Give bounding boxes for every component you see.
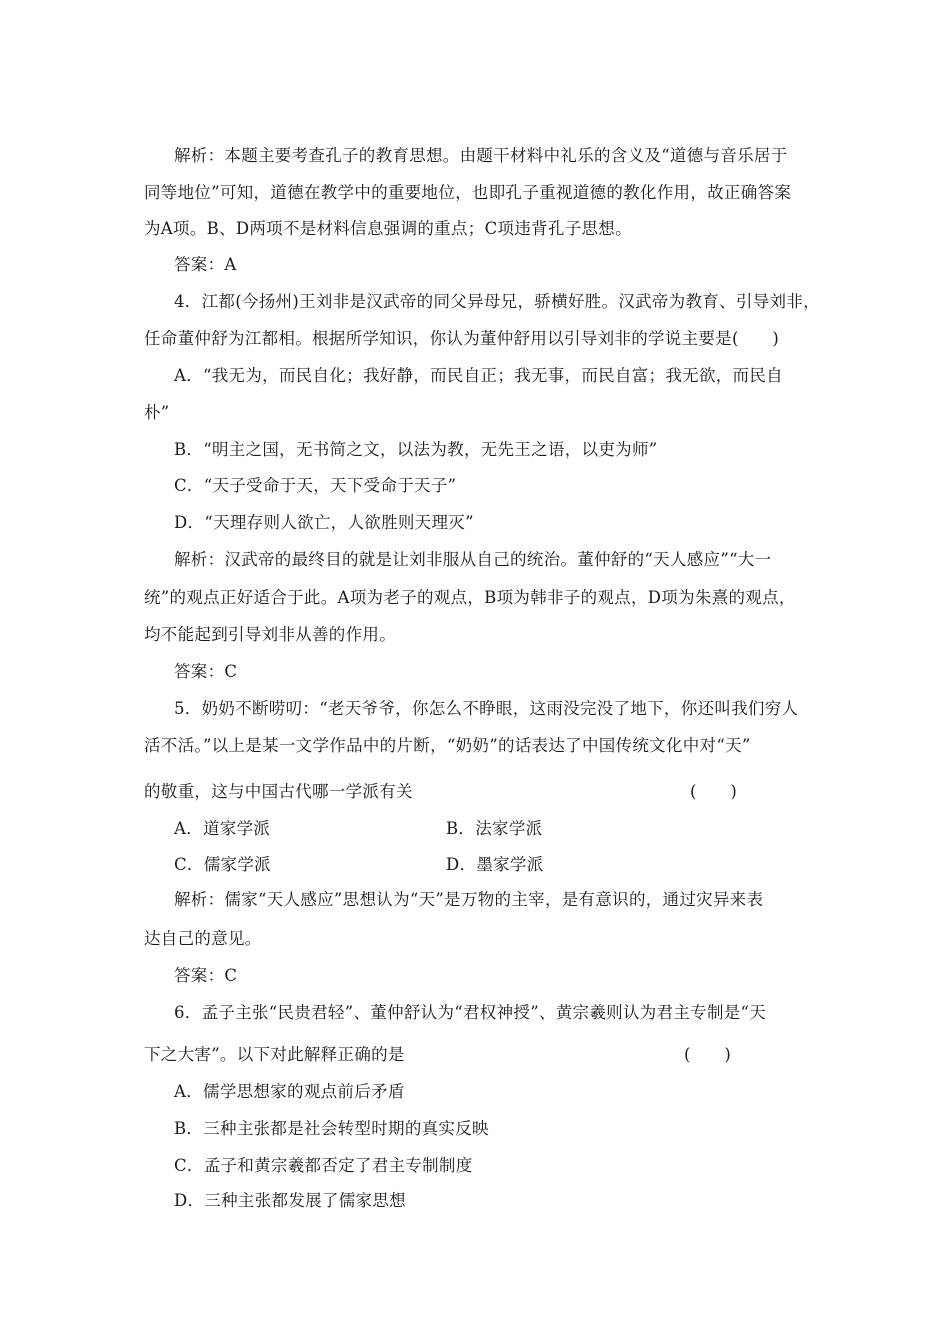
q6-option-a: A．儒学思想家的观点前后矛盾 <box>174 1082 405 1101</box>
q4-option-d: D．“天理存则人欲亡，人欲胜则天理灭” <box>174 513 474 532</box>
q4-stem-line-2: 任命董仲舒为江都相。根据所学知识，你认为董仲舒用以引导刘非的学说主要是( ) <box>144 329 780 348</box>
q4-answer: 答案：C <box>174 662 238 681</box>
q4-analysis-line-2: 统”的观点正好适合于此。A项为老子的观点，B项为韩非子的观点，D项为朱熹的观点， <box>144 588 796 607</box>
q4-option-b: B．“明主之国，无书简之文，以法为教，无先王之语，以吏为师” <box>174 440 658 459</box>
q4-analysis-line-1: 解析：汉武帝的最终目的就是让刘非服从自己的统治。董仲舒的“天人感应”“大一 <box>174 550 772 569</box>
q5-stem-line-1: 5．奶奶不断唠叨：“老天爷爷，你怎么不睁眼，这雨没完没了地下，你还叫我们穷人 <box>174 699 799 718</box>
q5-option-a: A．道家学派 <box>174 819 271 838</box>
q5-stem-line-2: 活不活。”以上是某一文学作品中的片断，“奶奶”的话表达了中国传统文化中对“天” <box>144 736 751 755</box>
q5-analysis-line-2: 达自己的意见。 <box>144 929 262 948</box>
q4-analysis-line-3: 均不能起到引导刘非从善的作用。 <box>144 625 396 644</box>
q3-analysis-line-1: 解析：本题主要考查孔子的教育思想。由题干材料中礼乐的含义及“道德与音乐居于 <box>174 146 788 165</box>
q5-option-c: C．儒家学派 <box>174 855 271 874</box>
q5-option-b: B．法家学派 <box>446 819 543 838</box>
q6-option-d: D．三种主张都发展了儒家思想 <box>174 1191 406 1210</box>
q5-option-d: D．墨家学派 <box>446 855 544 874</box>
q4-option-a-line-2: 朴” <box>144 403 170 422</box>
q4-option-c: C．“天子受命于天，天下受命于天子” <box>174 476 457 495</box>
q6-option-b: B．三种主张都是社会转型时期的真实反映 <box>174 1119 489 1138</box>
q3-answer: 答案：A <box>174 255 237 274</box>
q4-stem-line-1: 4．江都(今扬州)王刘非是汉武帝的同父异母兄，骄横好胜。汉武帝为教育、引导刘非， <box>174 292 820 311</box>
q5-answer-blank: ( ) <box>690 782 738 801</box>
q5-analysis-line-1: 解析：儒家“天人感应”思想认为“天”是万物的主宰，是有意识的，通过灾异来表 <box>174 890 764 909</box>
q3-analysis-line-2: 同等地位”可知，道德在教学中的重要地位，也即孔子重视道德的教化作用，故正确答案 <box>144 183 792 202</box>
q6-option-c: C．孟子和黄宗羲都否定了君主专制制度 <box>174 1156 473 1175</box>
q6-stem-line-2: 下之大害”。以下对此解释正确的是 <box>144 1045 405 1064</box>
q6-answer-blank: ( ) <box>684 1045 732 1064</box>
q5-answer: 答案：C <box>174 966 238 985</box>
q4-option-a-line-1: A．“我无为，而民自化；我好静，而民自正；我无事，而民自富；我无欲，而民自 <box>174 366 783 385</box>
q6-stem-line-1: 6．孟子主张“民贵君轻”、董仲舒认为“君权神授”、黄宗羲则认为君主专制是“天 <box>174 1003 767 1022</box>
q5-stem-line-3: 的敬重，这与中国古代哪一学派有关 <box>144 782 413 801</box>
q3-analysis-line-3: 为A项。B、D两项不是材料信息强调的重点；C项违背孔子思想。 <box>144 219 632 238</box>
